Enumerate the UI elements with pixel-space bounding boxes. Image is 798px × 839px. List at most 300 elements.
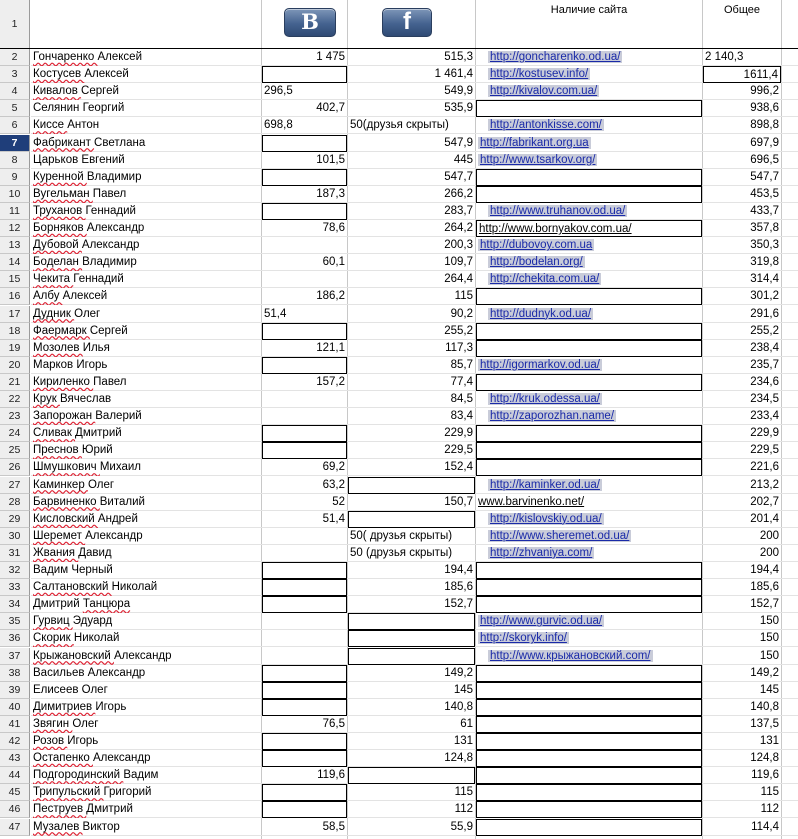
total-cell[interactable]: 898,8 (750, 119, 779, 132)
facebook-cell[interactable]: 61 (460, 717, 473, 730)
site-link[interactable]: http://dubovoy.com.ua (480, 239, 593, 252)
site-cell[interactable] (476, 288, 702, 305)
row-number[interactable]: 47 (0, 819, 30, 836)
facebook-cell[interactable]: 112 (454, 803, 473, 816)
row-number[interactable]: 17 (0, 306, 30, 323)
site-cell[interactable] (476, 49, 702, 66)
total-cell[interactable]: 112 (760, 803, 779, 816)
total-cell[interactable]: 996,2 (750, 85, 779, 98)
vk-cell[interactable]: 698,8 (264, 119, 293, 132)
vk-cell[interactable] (262, 237, 347, 254)
facebook-cell[interactable]: 535,9 (444, 102, 473, 115)
vk-cell[interactable] (262, 66, 347, 83)
site-link[interactable]: http://www.truhanov.od.ua/ (490, 204, 626, 217)
name-cell[interactable] (31, 169, 261, 186)
vk-cell[interactable] (262, 425, 347, 442)
site-cell[interactable] (476, 699, 702, 716)
total-cell[interactable]: 202,7 (750, 495, 779, 508)
vk-cell[interactable] (262, 665, 347, 682)
total-cell[interactable]: 350,3 (750, 239, 779, 252)
facebook-cell[interactable]: 549,9 (444, 85, 473, 98)
facebook-cell[interactable]: 83,4 (450, 410, 473, 423)
name-cell[interactable] (31, 83, 261, 100)
name-cell[interactable] (31, 100, 261, 117)
vk-cell[interactable] (262, 408, 347, 425)
name-cell[interactable] (31, 66, 261, 83)
facebook-cell[interactable]: 264,4 (444, 273, 473, 286)
vk-cell[interactable] (262, 442, 347, 459)
name-cell[interactable] (31, 391, 261, 408)
site-link[interactable]: http://www.крыжановский.com/ (490, 649, 651, 662)
name-cell[interactable] (31, 545, 261, 562)
row-number[interactable]: 10 (0, 186, 30, 203)
row-number[interactable]: 9 (0, 169, 30, 186)
name-cell[interactable] (31, 459, 261, 476)
row-number[interactable]: 41 (0, 716, 30, 733)
row-number[interactable]: 7 (0, 135, 30, 152)
total-cell[interactable]: 137,5 (750, 717, 779, 730)
facebook-cell[interactable]: 109,7 (444, 256, 473, 269)
facebook-cell[interactable]: 90,2 (450, 307, 473, 320)
site-link[interactable]: http://bodelan.org/ (490, 256, 583, 269)
total-cell[interactable]: 131 (759, 735, 779, 747)
site-cell[interactable] (476, 408, 702, 425)
vk-cell[interactable] (262, 596, 347, 613)
vk-cell[interactable] (262, 750, 347, 767)
site-cell[interactable] (476, 596, 702, 613)
site-link[interactable]: http://goncharenko.od.ua/ (490, 51, 621, 63)
site-cell[interactable] (476, 100, 702, 117)
site-link[interactable]: http://zaporozhan.name/ (490, 410, 615, 423)
facebook-cell[interactable] (348, 613, 475, 630)
name-cell[interactable] (31, 733, 261, 750)
facebook-cell[interactable]: 229,9 (444, 427, 473, 440)
facebook-cell[interactable]: 150,7 (444, 495, 473, 508)
row-number[interactable]: 22 (0, 391, 30, 408)
name-cell[interactable] (31, 306, 261, 323)
site-link[interactable]: http://kislovskiy.od.ua/ (490, 512, 602, 525)
site-cell[interactable] (476, 579, 702, 596)
row-number[interactable]: 33 (0, 579, 30, 596)
site-cell[interactable] (476, 784, 702, 801)
name-cell[interactable] (31, 648, 261, 665)
name-cell[interactable] (31, 613, 261, 630)
facebook-cell[interactable]: 152,4 (444, 461, 473, 474)
row-number[interactable]: 42 (0, 733, 30, 750)
total-cell[interactable]: 119,6 (751, 769, 779, 782)
facebook-cell[interactable]: 84,5 (450, 393, 473, 405)
total-cell[interactable]: 229,9 (750, 427, 779, 440)
vk-cell[interactable]: 78,6 (322, 222, 345, 234)
site-cell[interactable] (476, 220, 702, 237)
site-cell[interactable] (476, 357, 702, 374)
total-cell[interactable]: 124,8 (750, 752, 779, 765)
name-cell[interactable] (31, 186, 261, 203)
total-cell[interactable]: 150 (759, 632, 779, 645)
vk-cell[interactable]: 51,4 (322, 512, 345, 525)
total-cell[interactable]: 140,8 (750, 700, 779, 713)
row-number[interactable]: 20 (0, 357, 30, 374)
facebook-cell[interactable]: 1 461,4 (434, 68, 473, 81)
site-column-header[interactable]: Наличие сайта (550, 4, 628, 16)
site-cell[interactable] (476, 203, 702, 220)
total-cell[interactable]: 200 (759, 529, 779, 542)
facebook-cell[interactable]: 283,7 (444, 204, 473, 217)
row-number[interactable]: 25 (0, 442, 30, 459)
facebook-cell[interactable]: 50(друзья скрыты) (350, 119, 449, 132)
total-cell[interactable]: 291,6 (750, 307, 779, 320)
total-cell[interactable]: 696,5 (750, 153, 779, 166)
site-link[interactable]: http://kaminker.od.ua/ (490, 478, 600, 491)
facebook-cell[interactable]: 547,7 (444, 170, 473, 183)
site-link[interactable]: http://igormarkov.od.ua/ (480, 358, 600, 371)
name-cell[interactable] (31, 237, 261, 254)
vk-cell[interactable]: 186,2 (316, 290, 345, 303)
site-cell[interactable] (476, 237, 702, 254)
total-cell[interactable]: 938,6 (750, 102, 779, 115)
site-link[interactable]: www.barvinenko.net/ (478, 495, 585, 508)
row-number[interactable]: 28 (0, 494, 30, 511)
facebook-cell[interactable]: 266,2 (444, 187, 473, 200)
total-cell[interactable]: 1611,4 (703, 66, 781, 83)
row-number[interactable]: 44 (0, 767, 30, 784)
name-cell[interactable] (31, 152, 261, 169)
total-cell[interactable]: 152,7 (750, 598, 779, 611)
facebook-cell[interactable]: 264,2 (444, 222, 473, 234)
vk-cell[interactable]: 187,3 (316, 187, 345, 200)
vk-cell[interactable] (262, 579, 347, 596)
name-cell[interactable] (31, 477, 261, 494)
vk-cell[interactable]: 1 475 (316, 51, 345, 63)
name-cell[interactable] (31, 288, 261, 305)
site-cell[interactable] (476, 494, 702, 511)
row-number[interactable]: 15 (0, 271, 30, 288)
row-number[interactable]: 40 (0, 699, 30, 716)
total-cell[interactable]: 319,8 (750, 256, 779, 269)
facebook-cell[interactable]: 77,4 (450, 375, 473, 388)
facebook-cell[interactable]: 131 (453, 735, 473, 747)
name-cell[interactable] (31, 220, 261, 237)
site-cell[interactable] (476, 716, 702, 733)
vk-cell[interactable] (262, 562, 347, 579)
row-number[interactable]: 8 (0, 152, 30, 169)
name-cell[interactable] (31, 665, 261, 682)
row-number[interactable]: 46 (0, 801, 30, 818)
site-cell[interactable] (476, 66, 702, 83)
row-number[interactable]: 21 (0, 374, 30, 391)
facebook-cell[interactable] (348, 767, 475, 784)
row-number[interactable]: 34 (0, 596, 30, 613)
vk-cell[interactable] (262, 391, 347, 408)
vk-cell[interactable]: 121,1 (316, 341, 345, 354)
total-cell[interactable]: 201,4 (750, 512, 779, 525)
name-cell[interactable] (31, 49, 261, 66)
site-cell[interactable] (476, 682, 702, 699)
facebook-cell[interactable] (348, 630, 475, 647)
total-cell[interactable]: 229,5 (750, 444, 779, 457)
name-cell[interactable] (31, 203, 261, 220)
facebook-cell[interactable]: 124,8 (444, 752, 473, 765)
facebook-cell[interactable]: 185,6 (444, 581, 473, 594)
total-cell[interactable]: 114,4 (751, 820, 779, 833)
vk-cell[interactable]: 101,5 (316, 153, 345, 166)
vk-cell[interactable] (262, 784, 347, 801)
total-cell[interactable]: 547,7 (750, 170, 779, 183)
name-cell[interactable] (31, 442, 261, 459)
total-cell[interactable]: 238,4 (750, 341, 779, 354)
total-cell[interactable]: 301,2 (750, 290, 779, 303)
row-number[interactable]: 3 (0, 66, 30, 83)
vk-cell[interactable] (262, 203, 347, 220)
total-cell[interactable]: 150 (759, 649, 779, 662)
name-cell[interactable] (31, 117, 261, 134)
vk-cell[interactable]: 52 (332, 495, 345, 508)
row-number[interactable]: 19 (0, 340, 30, 357)
vk-cell[interactable] (262, 528, 347, 545)
row-number[interactable]: 29 (0, 511, 30, 528)
site-cell[interactable] (476, 750, 702, 767)
vk-cell[interactable] (262, 613, 347, 630)
total-cell[interactable]: 314,4 (750, 273, 779, 286)
name-cell[interactable] (31, 699, 261, 716)
row-number[interactable]: 39 (0, 682, 30, 699)
site-cell[interactable] (476, 254, 702, 271)
site-link[interactable]: http://fabrikant.org.ua (480, 136, 589, 149)
site-cell[interactable] (476, 528, 702, 545)
vk-cell[interactable] (262, 648, 347, 665)
facebook-cell[interactable]: 547,9 (444, 136, 473, 149)
name-cell[interactable] (31, 135, 261, 152)
site-link[interactable]: http://zhvaniya.com/ (490, 546, 593, 559)
total-cell[interactable]: 233,4 (750, 410, 779, 423)
name-cell[interactable] (31, 819, 261, 836)
total-cell[interactable]: 200 (759, 546, 779, 559)
site-cell[interactable] (476, 511, 702, 528)
total-cell[interactable]: 194,4 (750, 564, 779, 576)
name-cell[interactable] (31, 562, 261, 579)
vk-cell[interactable]: 157,2 (316, 375, 345, 388)
vk-cell[interactable] (262, 271, 347, 288)
vk-cell[interactable]: 402,7 (316, 102, 345, 115)
total-cell[interactable]: 234,5 (750, 393, 779, 405)
name-cell[interactable] (31, 425, 261, 442)
facebook-cell[interactable]: 229,5 (444, 444, 473, 457)
site-link[interactable]: http://dudnyk.od.ua/ (490, 307, 592, 320)
site-cell[interactable] (476, 83, 702, 100)
row-number[interactable]: 36 (0, 630, 30, 647)
site-cell[interactable] (476, 562, 702, 579)
site-cell[interactable] (476, 374, 702, 391)
vk-cell[interactable]: 51,4 (264, 307, 287, 320)
site-cell[interactable] (476, 648, 702, 665)
total-cell[interactable]: 433,7 (750, 204, 779, 217)
total-cell[interactable]: 145 (759, 683, 779, 696)
row-number[interactable]: 5 (0, 100, 30, 117)
site-cell[interactable] (476, 135, 702, 152)
site-link[interactable]: http://skoryk.info/ (480, 632, 567, 645)
name-cell[interactable] (31, 374, 261, 391)
row-number[interactable]: 38 (0, 665, 30, 682)
site-cell[interactable] (476, 819, 702, 836)
row-number[interactable]: 4 (0, 83, 30, 100)
facebook-cell[interactable] (348, 511, 475, 528)
row-number[interactable]: 11 (0, 203, 30, 220)
total-cell[interactable]: 221,6 (750, 461, 779, 474)
row-number[interactable]: 43 (0, 750, 30, 767)
vk-cell[interactable] (262, 801, 347, 818)
row-number[interactable]: 1 (0, 0, 30, 48)
facebook-cell[interactable]: 194,4 (444, 564, 473, 576)
site-link[interactable]: http://www.gurvic.od.ua/ (480, 615, 603, 628)
vk-cell[interactable] (262, 630, 347, 647)
name-cell[interactable] (31, 716, 261, 733)
facebook-cell[interactable]: 85,7 (450, 358, 473, 371)
vk-cell[interactable]: 119,6 (317, 769, 345, 782)
row-number[interactable]: 24 (0, 425, 30, 442)
row-number[interactable]: 31 (0, 545, 30, 562)
site-cell[interactable] (476, 391, 702, 408)
vk-cell[interactable] (262, 135, 347, 152)
row-number[interactable]: 26 (0, 459, 30, 476)
facebook-cell[interactable]: 115 (454, 786, 473, 799)
row-number[interactable]: 18 (0, 323, 30, 340)
vk-cell[interactable] (262, 169, 347, 186)
total-cell[interactable]: 234,6 (750, 375, 779, 388)
site-link[interactable]: http://kivalov.com.ua/ (490, 85, 598, 98)
facebook-cell[interactable]: 115 (454, 290, 473, 303)
vk-cell[interactable]: 69,2 (322, 461, 345, 474)
total-cell[interactable]: 115 (760, 786, 779, 799)
site-link[interactable]: http://www.tsarkov.org/ (480, 153, 596, 166)
site-cell[interactable] (476, 186, 702, 203)
site-cell[interactable] (476, 169, 702, 186)
total-cell[interactable]: 453,5 (750, 187, 779, 200)
site-cell[interactable] (476, 271, 702, 288)
vk-cell[interactable] (262, 733, 347, 750)
row-number[interactable]: 12 (0, 220, 30, 237)
total-cell[interactable]: 213,2 (750, 478, 779, 491)
name-cell[interactable] (31, 682, 261, 699)
facebook-cell[interactable]: 149,2 (444, 666, 473, 679)
site-cell[interactable] (476, 733, 702, 750)
vk-cell[interactable] (262, 357, 347, 374)
name-cell[interactable] (31, 596, 261, 613)
vk-cell[interactable]: 76,5 (322, 717, 345, 730)
facebook-cell[interactable]: 255,2 (444, 324, 473, 337)
name-cell[interactable] (31, 254, 261, 271)
site-cell[interactable] (476, 545, 702, 562)
site-cell[interactable] (476, 613, 702, 630)
facebook-cell[interactable]: 55,9 (450, 820, 473, 833)
total-cell[interactable]: 357,8 (750, 222, 779, 234)
facebook-cell[interactable]: 145 (453, 683, 473, 696)
site-cell[interactable] (476, 425, 702, 442)
name-cell[interactable] (31, 408, 261, 425)
name-cell[interactable] (31, 494, 261, 511)
site-cell[interactable] (476, 477, 702, 494)
site-link[interactable]: http://www.bornyakov.com.ua/ (479, 223, 632, 235)
site-cell[interactable] (476, 117, 702, 134)
vk-cell[interactable] (262, 323, 347, 340)
row-number[interactable]: 37 (0, 648, 30, 665)
name-cell[interactable] (31, 323, 261, 340)
row-number[interactable]: 45 (0, 784, 30, 801)
row-number[interactable]: 2 (0, 49, 30, 66)
row-number[interactable]: 30 (0, 528, 30, 545)
site-link[interactable]: http://chekita.com.ua/ (490, 273, 600, 286)
facebook-cell[interactable]: 200,3 (444, 239, 473, 252)
site-link[interactable]: http://antonkisse.com/ (490, 119, 602, 132)
total-cell[interactable]: 255,2 (750, 324, 779, 337)
name-cell[interactable] (31, 750, 261, 767)
row-number[interactable]: 27 (0, 477, 30, 494)
site-link[interactable]: http://kruk.odessa.ua/ (490, 393, 600, 405)
total-cell[interactable]: 235,7 (750, 358, 779, 371)
site-cell[interactable] (476, 801, 702, 818)
name-cell[interactable] (31, 579, 261, 596)
total-cell[interactable]: 149,2 (750, 666, 779, 679)
name-cell[interactable] (31, 801, 261, 818)
facebook-cell[interactable]: 152,7 (444, 598, 473, 611)
name-cell[interactable] (31, 767, 261, 784)
facebook-cell[interactable]: 515,3 (444, 51, 473, 63)
name-cell[interactable] (31, 528, 261, 545)
facebook-cell[interactable]: 50( друзья скрыты) (350, 529, 453, 542)
total-cell[interactable]: 2 140,3 (705, 51, 744, 63)
site-link[interactable]: http://kostusev.info/ (490, 68, 589, 81)
total-column-header[interactable]: Общее (723, 4, 761, 16)
site-cell[interactable] (476, 665, 702, 682)
site-cell[interactable] (476, 459, 702, 476)
vk-cell[interactable]: 296,5 (264, 85, 293, 98)
name-cell[interactable] (31, 357, 261, 374)
facebook-cell[interactable] (348, 477, 475, 494)
vk-cell[interactable]: 60,1 (322, 256, 345, 269)
vk-cell[interactable] (262, 699, 347, 716)
vk-cell[interactable]: 63,2 (322, 478, 345, 491)
site-cell[interactable] (476, 630, 702, 647)
facebook-cell[interactable]: 445 (453, 153, 473, 166)
vk-cell[interactable] (262, 682, 347, 699)
facebook-cell[interactable]: 140,8 (444, 700, 473, 713)
name-cell[interactable] (31, 340, 261, 357)
name-cell[interactable] (31, 511, 261, 528)
row-number[interactable]: 23 (0, 408, 30, 425)
site-cell[interactable] (476, 442, 702, 459)
total-cell[interactable]: 697,9 (750, 136, 779, 149)
row-number[interactable]: 13 (0, 237, 30, 254)
row-number[interactable]: 6 (0, 117, 30, 134)
name-cell[interactable] (31, 271, 261, 288)
facebook-cell[interactable]: 117,3 (445, 341, 473, 354)
name-cell[interactable] (31, 784, 261, 801)
vk-cell[interactable] (262, 545, 347, 562)
site-cell[interactable] (476, 152, 702, 169)
row-number[interactable]: 35 (0, 613, 30, 630)
row-number[interactable]: 32 (0, 562, 30, 579)
name-cell[interactable] (31, 630, 261, 647)
row-number[interactable]: 16 (0, 288, 30, 305)
site-cell[interactable] (476, 323, 702, 340)
vk-cell[interactable]: 58,5 (322, 820, 345, 833)
facebook-cell[interactable]: 50 (друзья скрыты) (350, 546, 453, 559)
total-cell[interactable]: 150 (759, 615, 779, 628)
site-cell[interactable] (476, 306, 702, 323)
site-cell[interactable] (476, 767, 702, 784)
site-cell[interactable] (476, 340, 702, 357)
facebook-cell[interactable] (348, 648, 475, 665)
total-cell[interactable]: 185,6 (750, 581, 779, 594)
